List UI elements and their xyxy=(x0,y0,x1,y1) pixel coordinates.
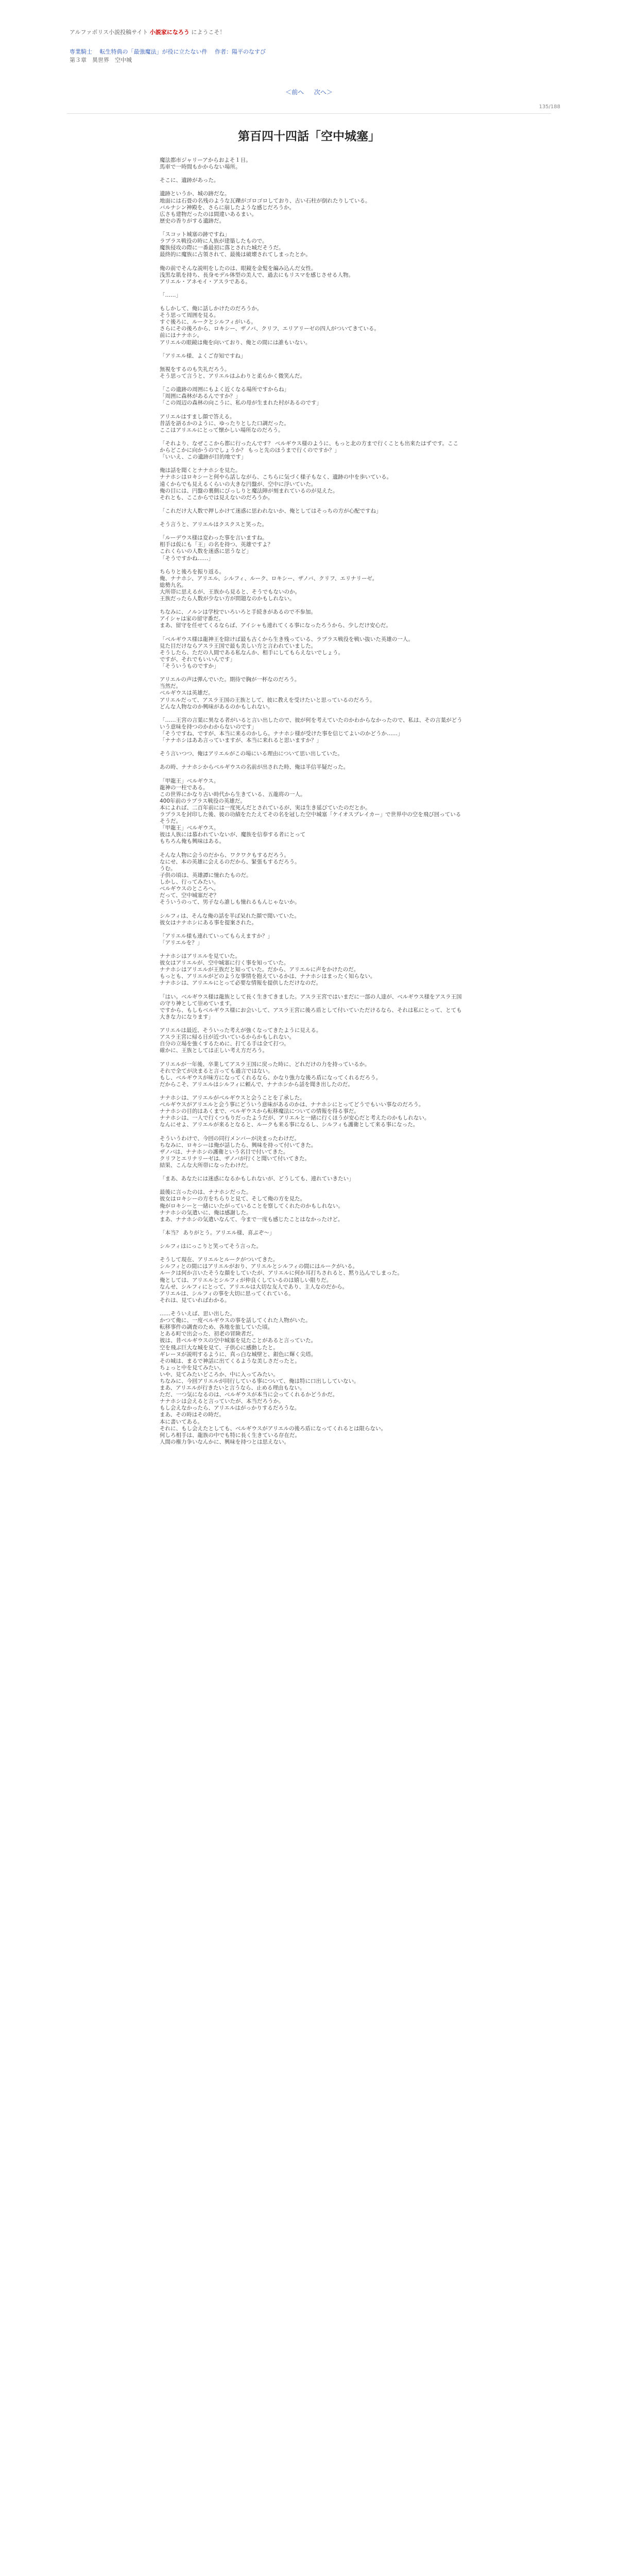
story-line: 「……王宮の言葉に異なる者がいると言い出したので、彼が何を考えていたのかわからなかったので、私は、その言葉がどういう意味を持つのかわからないのです」 xyxy=(160,717,462,730)
story-line: クリフとエリナリーゼは、ザノバが行くと聞いて付いてきた。 xyxy=(160,1155,311,1162)
story-line: そう言うと、アリエルはクスクスと笑った。 xyxy=(160,521,268,528)
story-line: うむ。 xyxy=(160,865,176,872)
story-line: 「この周辺の森林の向こうに、私の母が生まれた村があるのです」 xyxy=(160,400,322,406)
paragraph-gap xyxy=(160,406,464,413)
paragraph-gap xyxy=(160,1250,464,1257)
story-line: なにせ、本の英雄に会えるのだから、緊張もするだろう。 xyxy=(160,858,300,865)
story-line: それは、見ていればわかる。 xyxy=(160,1297,230,1303)
story-line: そうして現在、アリエルとルークがついてきた。 xyxy=(160,1257,279,1263)
paragraph-gap xyxy=(160,171,464,177)
paragraph-gap xyxy=(160,461,464,467)
author-link[interactable]: 作者：陽平のなすび xyxy=(215,48,266,55)
paragraph-gap xyxy=(160,1236,464,1243)
story-line: 「それより、なぜここから都に行ったんです？ ベルギウス様のように、もっと北の方まで行くことも出来たはずです。ここからどこかに向かうのでしょうか？ もっと先のほうまで行くのですか？」 xyxy=(160,440,458,454)
story-line: アイシャは家の留守番だ。 xyxy=(160,616,224,622)
story-line: そう思って周囲を見る。 xyxy=(160,312,219,319)
site-header xyxy=(0,0,618,64)
story-line: 「甲龍王」ベルギウス。 xyxy=(160,825,219,832)
story-line: そういうわけで、今回の同行メンバーが決まったわけだ。 xyxy=(160,1135,300,1142)
story-line: そうしたら、ただの人間である私なんか、相手にしてもらえないでしょう。 xyxy=(160,649,344,656)
paragraph-gap xyxy=(160,602,464,609)
story-line: かつて俺に、一度ベルギウスの事を話してくれた人物がいた。 xyxy=(160,1317,311,1324)
story-line: 馬車で一時間もかからない場所。 xyxy=(160,164,241,171)
story-line: 遺跡というか、城の跡だな。 xyxy=(160,191,230,197)
story-line: アリエルはすまし顔で答える。 xyxy=(160,413,235,420)
paragraph-gap xyxy=(160,926,464,933)
paragraph-gap xyxy=(160,771,464,778)
story-line: ですが、それでもいいんです」 xyxy=(160,656,235,663)
paragraph-gap xyxy=(160,1169,464,1176)
story-line: ちなみに、今回アリエルが同行している事について、俺は特に口出ししていない。 xyxy=(160,1378,359,1384)
story-line: 広さも建物だったのは間違いあるまい。 xyxy=(160,211,257,217)
series-breadcrumb xyxy=(70,47,618,56)
story-line: 本によれば、二百年前には一度死んだとされているが、実は生き延びていたのだとか。 xyxy=(160,805,371,811)
story-line: ベルギウスのところへ。 xyxy=(160,886,219,892)
story-line: アリエルだって、アスラ王国の王族として、彼に教えを受けたいと思っているのだろう。 xyxy=(160,697,375,703)
story-line: 無視をするのも失礼だろう。 xyxy=(160,366,230,372)
paragraph-gap xyxy=(160,757,464,764)
chapter-meta: 第３章 異世界 空中城 xyxy=(70,57,132,63)
story-line: 俺がロキシーと一緒にいたがっていることを察してくれたのかもしれない。 xyxy=(160,1202,344,1209)
story-line: 彼女はナナホシにある事を提案された。 xyxy=(160,919,257,926)
story-line: 魔法都市ジャリーアからおよそ１日。 xyxy=(160,157,251,163)
paragraph-gap xyxy=(160,987,464,994)
catchphrase-prefix: アルファポリス小説投稿サイト xyxy=(70,29,148,36)
story-line: ちなみに、ノルンは学校でいろいろと手続きがあるので不参加。 xyxy=(160,609,316,616)
story-line: 前にはナナホシ。 xyxy=(160,332,203,339)
story-line: ですから、もしもベルギウス様にお会いして、アスラ王宮に後ろ盾として付いていただけるなら、それは私にとって、とても大きな力になります」 xyxy=(160,1007,462,1020)
paragraph-gap xyxy=(160,299,464,306)
paragraph-gap xyxy=(160,360,464,366)
story-line: 空を飛ぶ巨大な城を見て、子供心に感動したと。 xyxy=(160,1344,279,1351)
story-line: アリエルの声は弾んでいた。期待で胸が一杯なのだろう。 xyxy=(160,676,300,683)
story-line: 昔話を語るかのように、ゆったりとした口調だった。 xyxy=(160,420,289,427)
story-line: この世界にかなり古い時代から生きている、五龍将の一人。 xyxy=(160,791,306,798)
story-line: 「ナナホシはああ言っていますが、本当に来れると思いますか？」 xyxy=(160,737,322,744)
story-line: すぐ後ろに、ルークとシルフィがいる。 xyxy=(160,319,256,326)
paragraph-gap xyxy=(160,1223,464,1230)
story-line: ベルギウスがアリエルと会う事にどういう意味があるのかは、ナナホシにとってどうでもいい事なのだろう。 xyxy=(160,1101,424,1108)
story-line: 「周囲に森林があるんですか？」 xyxy=(160,393,241,400)
story-line: ……そういえば、思い出した。 xyxy=(160,1311,235,1317)
story-line: いや、見てみたいどころか、中に入ってみたい。 xyxy=(160,1371,279,1378)
story-body xyxy=(160,157,464,1446)
story-line: ちょっと中を見てみたい。 xyxy=(160,1364,225,1371)
story-line: それとも、ここからでは見えないのだろうか。 xyxy=(160,494,273,501)
story-line: 人間の権力争いなんかに、興味を持つとは思えない。 xyxy=(160,1438,289,1445)
story-line: だって、空中城塞だぞ？ xyxy=(160,892,219,899)
paragraph-gap xyxy=(160,346,464,353)
story-line: その城は、まるで神話に出てくるような美しさだったと。 xyxy=(160,1358,300,1364)
story-line: もちろん俺も興味はある。 xyxy=(160,838,225,845)
story-line: ナナホシの気遣いに、俺は感謝した。 xyxy=(160,1209,252,1216)
story-line: ナナホシはロキシーと何やら話しながら、こちらに気づく様子もなく、遺跡の中を歩いている。 xyxy=(160,474,392,481)
story-line: ちなみに、ロキシーは俺が話したら、興味を持って付いてきた。 xyxy=(160,1142,317,1148)
story-line: 「本当？ ありがとう。アリエル様、喜ぶぞ～」 xyxy=(160,1229,275,1236)
story-line: アスラ王宮に帰る日が近づいているからかもしれない。 xyxy=(160,1034,295,1041)
story-line: 子供の頃は、英雄譚に憧れたものだ。 xyxy=(160,872,252,878)
story-line: ナナホシは、アリエルにとって必要な情報を提供しただけなのだ。 xyxy=(160,980,322,987)
story-line: そんな人物に会うのだから、ワクワクもするだろう。 xyxy=(160,852,289,858)
story-line: ザノバは、ナナホシの護衛という名目で付いてきた。 xyxy=(160,1148,289,1155)
paragraph-gap xyxy=(160,1054,464,1061)
story-line: ナナホシはアリエルが王族だと知っていた。だから、アリエルに声をかけたのだ。 xyxy=(160,967,359,973)
story-line: 彼は人族には慕われていないが、魔族を信奉する者にとって xyxy=(160,832,306,838)
story-line: 「ルーデウス様は変わった事を言いますね。 xyxy=(160,535,268,541)
paragraph-gap xyxy=(160,744,464,751)
story-line: 何しろ相手は、龍族の中でも特に長く生きている存在だ。 xyxy=(160,1432,300,1438)
catchphrase-suffix: にようこそ！ xyxy=(191,29,226,36)
site-catchphrase xyxy=(70,28,618,36)
paragraph-gap xyxy=(160,710,464,717)
paragraph-gap xyxy=(160,1304,464,1311)
story-line: なんにせよ、アリエルが来るとなると、ルークも来る事になるし、シルフィも護衛として来る事になった。 xyxy=(160,1122,419,1128)
story-line: 本に書いてある。 xyxy=(160,1418,203,1425)
story-line: 「これだけ大人数で押しかけて迷惑に思われないか、俺としてはそっちの方が心配ですね」 xyxy=(160,507,382,514)
paragraph-gap xyxy=(160,380,464,386)
site-name-link[interactable]: 小説家になろう xyxy=(149,29,190,36)
story-line: アリエルは、シルフィの事を大切に思ってくれている。 xyxy=(160,1290,294,1297)
story-line: そう思って言うと、アリエルはふわりと柔らかく微笑んだ。 xyxy=(160,373,305,379)
paragraph-gap xyxy=(160,845,464,852)
paragraph-gap xyxy=(160,562,464,569)
story-line: もしかして、俺に話しかけたのだろうか。 xyxy=(160,306,263,312)
paragraph-gap xyxy=(160,906,464,912)
story-line: 見た目だけならアスラ王国で最も美しい方と言われていました。 xyxy=(160,642,317,649)
chapter-nav xyxy=(0,88,618,96)
story-line: 「アリエルを？」 xyxy=(160,939,203,946)
story-line: 大所帯に思えるが、王族から見ると、そうでもないのか。 xyxy=(160,589,300,595)
paragraph-gap xyxy=(160,515,464,521)
story-line: 地面には石畳の名残のような瓦礫がゴロゴロしており、古い石柱が倒れたりしている。 xyxy=(160,197,371,204)
paragraph-gap xyxy=(160,1182,464,1189)
story-line: これくらいの人数を迷惑に思うなど」 xyxy=(160,548,252,555)
paragraph-gap xyxy=(160,285,464,292)
story-line: アリエルが一年後、卒業してアスラ王国に戻った時に、どれだけの力を持っているか。 xyxy=(160,1061,370,1067)
story-line: だからこそ、アリエルはシルフィに頼んで、ナナホシから話を聞き出したのだ。 xyxy=(160,1081,353,1088)
chapter-title: 第百四十四話「空中城塞」 xyxy=(238,130,380,143)
story-line: 俺は話を聞くとナナホシを見た。 xyxy=(160,467,241,474)
story-line: 龍神の一柱である。 xyxy=(160,784,209,791)
story-line: 歴史の香りがする遺跡だ。 xyxy=(160,217,225,224)
series-link-1[interactable]: 専業騎士 xyxy=(70,48,92,55)
story-line: 「そういうものですか」 xyxy=(160,663,219,670)
story-line: ナナホシはアリエルを見ていた。 xyxy=(160,953,241,960)
story-line: アリエルの眼鏡は俺を向いており、俺との間には誰もいない。 xyxy=(160,339,311,346)
story-line: まあ、留守を任せてくるならば、アイシャも連れてくる事になったろうから、少しだけ安心だ。 xyxy=(160,622,391,629)
story-line: 俺の前でそんな説明をしたのは、眼鏡を金髪を編み込んだ女性。 xyxy=(160,265,317,272)
story-line: 「甲龍王」ベルギウス。 xyxy=(160,777,219,784)
story-line: バルナシン神殿を、さらに崩したような感じだろうか。 xyxy=(160,204,295,211)
story-line: ラプラスを封印した後、彼の功績をたたえてその名を冠した空中城塞「ケイオスブレイカー」で世界中の空を飛び回っているそうだ。 xyxy=(160,811,461,825)
story-line: そこに、遺跡があった。 xyxy=(160,177,219,184)
story-line: 400年前のラプラス戦役の英雄だ。 xyxy=(160,798,246,804)
story-line: 当然だ。 xyxy=(160,683,181,690)
story-line: シルフィとの間にはアリエルがおり、アリエルとシルフィの間にはルークがいる。 xyxy=(160,1263,358,1270)
story-line: 「まあ、あなたには迷惑になるかもしれないが、どうしても、連れていきたい」 xyxy=(160,1176,354,1182)
story-line: 彼女はロキシーの方をちらりと見て、そして俺の方を見た。 xyxy=(160,1196,306,1202)
story-line: ギレーヌが説明するように、真っ白な城壁と、銀色に輝く尖塔。 xyxy=(160,1351,317,1358)
story-line: 「はい。ベルギウス様は龍族として長く生きてきました。アスラ王宮ではいまだに一部の人達が、ベルギウス様をアスラ王国の守り神として崇めています。 xyxy=(160,993,462,1007)
next-chapter-link[interactable]: 次へ＞ xyxy=(314,89,333,96)
story-line: アリエル・アネモイ・アスラである。 xyxy=(160,278,251,285)
story-line: もっとも、アリエルがどのような事情を抱えているかは、ナナホシはまったく知らない。 xyxy=(160,973,376,980)
paragraph-gap xyxy=(160,1088,464,1095)
story-line: ナナホシは、一人で行くつもりだったようだが、アリエルと一緒に行くほうが安心だと考えたのかもしれない。 xyxy=(160,1115,430,1122)
story-line: 俺、ナナホシ、アリエル、シルフィ、ルーク、ロキシー、ザノバ、クリフ、エリナリーゼ。 xyxy=(160,575,378,582)
page-number: 135/188 xyxy=(539,104,560,110)
divider xyxy=(67,113,551,114)
story-line: ナナホシは会えると言っていたが、本当だろうか。 xyxy=(160,1398,284,1405)
story-line: あの時、ナナホシからベルギウスの名前が出された時、俺は半信半疑だった。 xyxy=(160,764,349,771)
story-line: シルフィは、そんな俺の話を半ば呆れた顔で聞いていた。 xyxy=(160,912,300,919)
story-line: そういうのって、男子なら誰しも憧れるもんじゃないか。 xyxy=(160,899,300,906)
story-line: もし、ベルギウスが味方になってくれるなら、かなり強力な後ろ盾になってくれるだろう。 xyxy=(160,1074,382,1081)
paragraph-gap xyxy=(160,1021,464,1027)
story-line: まあ、ナナホシの気遣いなんて、今まで一度も感じたことはなかったけど。 xyxy=(160,1216,344,1223)
paragraph-gap xyxy=(160,184,464,191)
story-line: 総勢九名。 xyxy=(160,582,187,588)
story-line: 転移事件の調査のため、各地を旅していた頃。 xyxy=(160,1324,273,1331)
story-line: 「スコット城塞の跡ですね」 xyxy=(160,231,230,238)
story-line: ナナホシは、アリエルがベルギウスと会うことを了承した。 xyxy=(160,1095,305,1101)
story-line: 俺の目には、円盤の裏側にびっしりと魔法陣が刻まれているのが見えた。 xyxy=(160,487,338,494)
story-line: どんな人物なのか興味があるのかもしれない。 xyxy=(160,703,273,710)
paragraph-gap xyxy=(160,630,464,636)
story-line: ベルギウスは英雄だ。 xyxy=(160,690,214,697)
story-line: 彼女はアリエルが、空中城塞に行く事を知っていた。 xyxy=(160,960,289,967)
story-line: ここはアリエルにとって懐かしい場所なのだろう。 xyxy=(160,427,284,433)
story-line: 最終的に魔族に占領されて、最後は破壊されてしまったとか。 xyxy=(160,251,311,258)
story-line: それに、もし会えたとしても、ベルギウスがアリエルの後ろ盾になってくれるとは限らない。 xyxy=(160,1425,387,1432)
story-line: 「アリエル様も連れていってもらえますか？」 xyxy=(160,933,273,939)
prev-chapter-link[interactable]: ＜前へ xyxy=(285,89,304,96)
story-line: まあ、アリエルが行きたいと言うなら、止める理由もない。 xyxy=(160,1385,305,1392)
paragraph-gap xyxy=(160,258,464,265)
story-line: アリエルは最近、そういった考えが強くなってきたように見える。 xyxy=(160,1027,322,1034)
story-line: 結果、こんな大所帯になったわけだ。 xyxy=(160,1162,252,1168)
story-line: シルフィはにっこりと笑ってそう言った。 xyxy=(160,1243,262,1250)
paragraph-gap xyxy=(160,225,464,231)
story-line: 浅黒な肌を持ち、長身モデル体型の美人で、過去にもリスマを感じさせる人物。 xyxy=(160,272,354,278)
story-line: 彼は、昔ベルギウスの空中城塞を見たことがあると言っていた。 xyxy=(160,1337,317,1344)
series-link-2[interactable]: 転生特典の「最強魔法」が役に立たない件 xyxy=(99,48,208,55)
story-line: ナナホシの目的はあくまで、ベルギウスから転移魔法についての情報を得る事だ。 xyxy=(160,1108,359,1115)
paragraph-gap xyxy=(160,946,464,953)
story-line: 最後に言ったのは、ナナホシだった。 xyxy=(160,1189,252,1196)
story-line: それで全てが決まると言っても過言ではない。 xyxy=(160,1067,273,1074)
paragraph-gap xyxy=(160,528,464,535)
story-line: 遠くからでも見えるくらいの大きな円盤が、空中に浮いていた。 xyxy=(160,481,317,487)
story-line: 「……」 xyxy=(160,292,181,298)
paragraph-gap xyxy=(160,670,464,676)
story-line: さらにその後ろから、ロキシー、ザノバ、クリフ、エリアリーゼの四人がついてきている。 xyxy=(160,326,380,332)
story-line: 「そうですね、ですが、本当に来るのかしら。ナナホシ様が受けた事を信じてよいのかどうか……」 xyxy=(160,730,403,737)
story-line: ちらりと後ろを振り返る。 xyxy=(160,568,225,575)
story-line: ただ、一つ気になるのは、ベルギウスが本当に会ってくれるかどうかだ。 xyxy=(160,1392,338,1398)
story-line: ルークは何か言いたそうな顔をしていたが、アリエルに何か耳打ちされると、黙り込んでしまった。 xyxy=(160,1270,403,1277)
story-line: 確かに、王族としては正しい考え方だろう。 xyxy=(160,1047,268,1054)
story-line: 魔族侵攻の際に一番最初に落とされた城だそうだ。 xyxy=(160,245,284,251)
story-line: 「アリエル様、よくご存知ですね」 xyxy=(160,352,246,359)
story-line: しかし、行ってみたい。 xyxy=(160,879,219,886)
story-line: 俺としては、アリエルとシルフィが仲良くしているのは嬉しい限りだ。 xyxy=(160,1277,332,1283)
story-line: 「いいえ、この遺跡が目的地です」 xyxy=(160,454,247,461)
story-line: 「ベルギウス様は龍神王を除けば最も古くから生き残っている、ラプラス戦役を戦い抜いた英雄の一人。 xyxy=(160,636,414,642)
story-line: なんせ、シルフィにとって、アリエルは大切な友人であり、主人なのだから。 xyxy=(160,1283,348,1290)
story-line: 王族だったら人数が少ない方が問題なのかもしれない。 xyxy=(160,596,295,602)
story-line: もし会えなかったら、アリエルはがっかりするだろうな。 xyxy=(160,1405,300,1412)
story-line: とある町で出会った、初老の冒険者だ。 xyxy=(160,1331,257,1337)
story-line: そう言いつつ、俺はアリエルがこの場にいる理由について思い出していた。 xyxy=(160,751,343,757)
story-line: 「この遺跡の周囲にもよく近くなる場所ですからね」 xyxy=(160,386,289,393)
story-line: 相手は仮にも「王」の名を持つ、英雄ですよ？ xyxy=(160,541,273,548)
story-line: 自分の立場を強くするために、打てる手は全て打つ。 xyxy=(160,1041,289,1047)
paragraph-gap xyxy=(160,434,464,440)
story-line: 「そうですかね……」 xyxy=(160,555,214,562)
paragraph-gap xyxy=(160,1129,464,1136)
paragraph-gap xyxy=(160,501,464,508)
story-line: まあ、その時はその時だ。 xyxy=(160,1412,225,1418)
story-line: ラプラス戦役の時に人族が建築したもので。 xyxy=(160,238,268,245)
